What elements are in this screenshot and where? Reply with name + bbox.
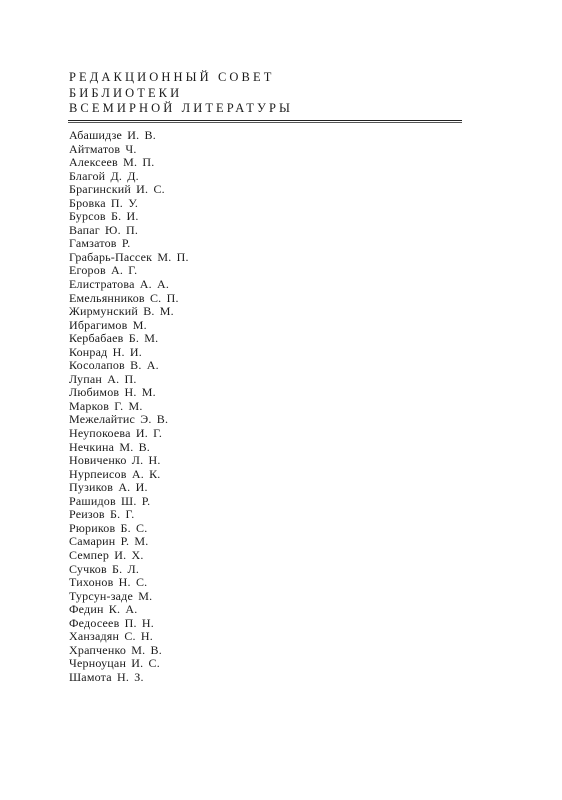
board-member-name: Гамзатов Р. [69,236,131,251]
heading-line-2: БИБЛИОТЕКИ [69,85,183,100]
board-member-name: Шамота Н. З. [69,669,144,684]
board-member-name: Абашидзе И. В. [69,128,156,142]
board-member-name: Рашидов Ш. Р. [69,493,151,508]
board-member-name: Новиченко Л. Н. [69,453,161,468]
board-member-name: Пузиков А. И. [69,480,148,495]
board-member-name: Храпченко М. В. [69,642,162,657]
board-member-name: Тихонов Н. С. [69,575,148,590]
board-member-name: Федин К. А. [69,602,138,617]
board-member-name: Нурпеисов А. К. [69,466,161,481]
board-member-name: Елистратова А. А. [69,277,170,292]
divider-rule [68,120,462,121]
board-member-name: Любимов Н. М. [69,385,156,400]
board-member-name: Марков Г. М. [69,398,143,413]
board-member-name: Бровка П. У. [69,195,139,210]
board-member-name: Ибрагимов М. [69,317,147,332]
board-member-name: Самарин Р. М. [69,534,149,549]
board-member-name: Алексеев М. П. [69,155,155,170]
board-member-name: Айтматов Ч. [69,141,137,156]
board-member-name: Брагинский И. С. [69,182,165,197]
board-member-name: Ханзадян С. Н. [69,629,153,644]
board-member-name: Неупокоева И. Г. [69,426,163,441]
board-member-name: Черноуцан И. С. [69,656,160,671]
editorial-board-heading [69,70,469,117]
board-member-name: Благой Д. Д. [69,168,139,183]
board-member-name: Грабарь-Пассек М. П. [69,249,189,264]
board-member-name: Бурсов Б. И. [69,209,139,224]
board-member-name: Вапаг Ю. П. [69,222,139,237]
board-member-name: Кербабаев Б. М. [69,331,159,346]
board-member-name: Емельянников С. П. [69,290,179,305]
board-member-name: Федосеев П. Н. [69,615,154,630]
board-member-name: Турсун-заде М. [69,588,153,603]
board-member-name: Конрад Н. И. [69,344,142,359]
board-member-name: Егоров А. Г. [69,263,138,278]
board-member-name: Межелайтис Э. В. [69,412,169,427]
board-member-name: Жирмунский В. М. [69,304,174,319]
board-member-name: Лупан А. П. [69,371,137,386]
heading-line-3: ВСЕМИРНОЙ ЛИТЕРАТУРЫ [69,101,294,115]
board-member-name: Рюриков Б. С. [69,520,148,535]
board-member-name: Косолапов В. А. [69,358,159,373]
divider-rule-secondary [68,122,462,123]
board-member-name: Реизов Б. Г. [69,507,135,522]
board-members-list [69,129,189,684]
board-member-name: Нечкина М. В. [69,439,151,454]
heading-line-1: РЕДАКЦИОННЫЙ СОВЕТ [69,70,275,84]
board-member-name: Семпер И. Х. [69,547,144,562]
board-member-name: Сучков Б. Л. [69,561,140,576]
